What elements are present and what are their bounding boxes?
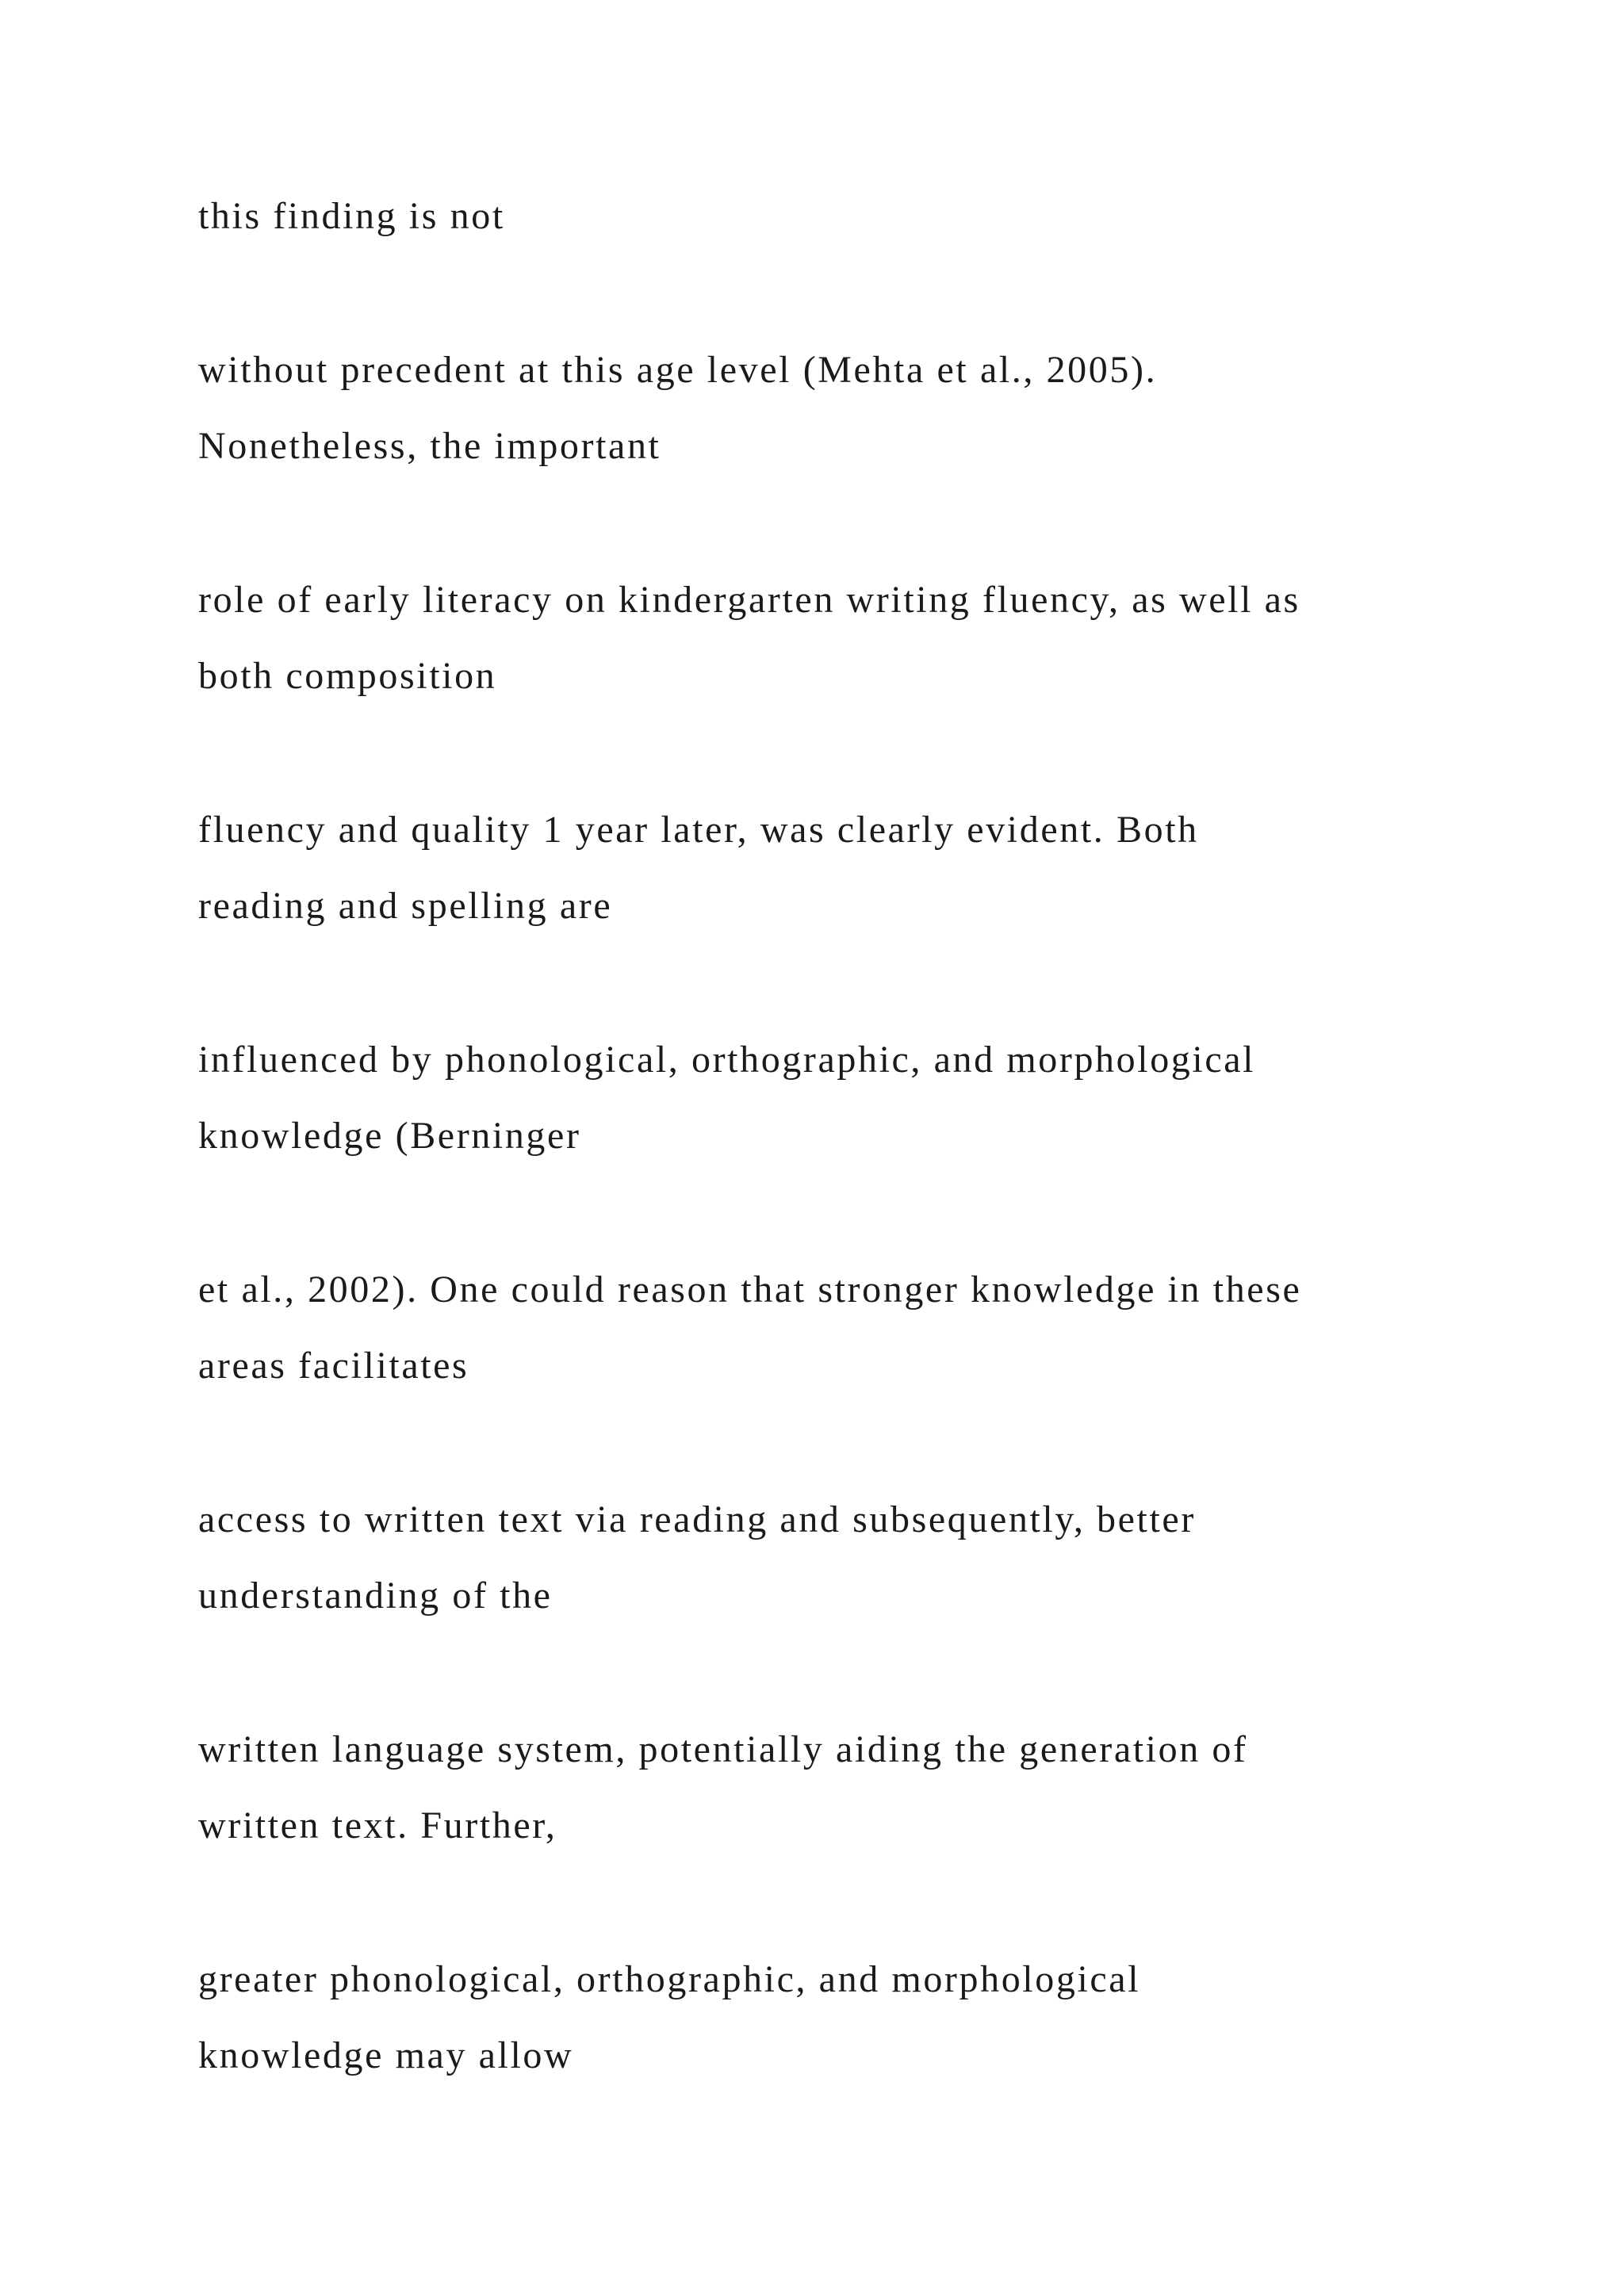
paragraph [198, 1942, 1546, 2094]
paragraph [198, 1022, 1546, 1174]
text-line: knowledge (Berninger [198, 1115, 581, 1157]
document-body [198, 178, 1546, 2172]
text-line: both composition [198, 655, 497, 697]
text-line: influenced by phonological, orthographic, and morphological [198, 1039, 1256, 1081]
text-line: this finding is not [198, 195, 505, 237]
paragraph [198, 332, 1546, 484]
text-line: written text. Further, [198, 1804, 557, 1846]
text-line: role of early literacy on kindergarten writing fluency, as well as [198, 579, 1300, 621]
text-line: greater phonological, orthographic, and morphological [198, 1958, 1141, 2000]
text-line: written language system, potentially aiding the generation of [198, 1728, 1248, 1770]
paragraph [198, 1712, 1546, 1864]
paragraph [198, 562, 1546, 714]
paragraph [198, 1482, 1546, 1634]
text-line: access to written text via reading and subsequently, better [198, 1498, 1196, 1540]
text-line: without precedent at this age level (Mehta et al., 2005). [198, 349, 1158, 391]
text-line: Nonetheless, the important [198, 425, 661, 467]
text-line: et al., 2002). One could reason that stronger knowledge in these [198, 1269, 1302, 1311]
text-line: knowledge may allow [198, 2034, 574, 2076]
text-line: fluency and quality 1 year later, was clearly evident. Both [198, 809, 1199, 851]
paragraph [198, 178, 1546, 254]
text-line: areas facilitates [198, 1345, 469, 1387]
text-line: reading and spelling are [198, 885, 613, 927]
paragraph [198, 792, 1546, 944]
paragraph [198, 1252, 1546, 1404]
text-line: understanding of the [198, 1575, 553, 1617]
